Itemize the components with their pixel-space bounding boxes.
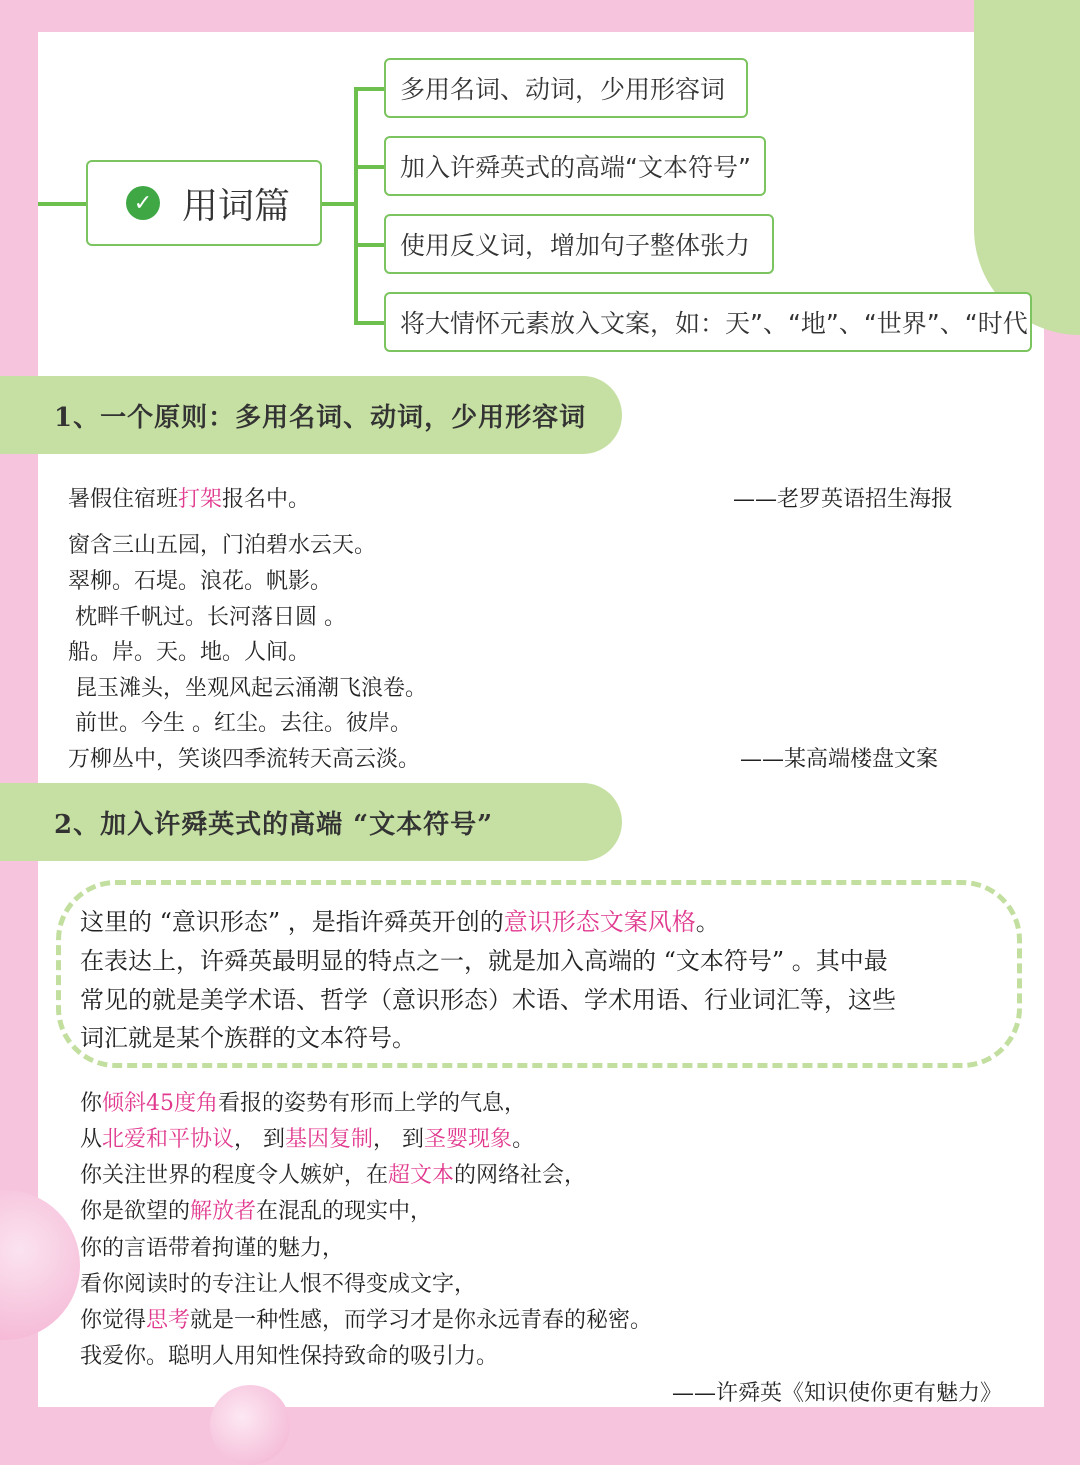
example-line: 翠柳。石堤。浪花。帆影。: [68, 569, 333, 594]
example-line: 枕畔千帆过。长河落日圆 。: [75, 605, 346, 630]
example-line: 暑假住宿班打架报名中。: [68, 487, 311, 512]
mindmap-connector: [354, 321, 384, 325]
mindmap-connector: [354, 87, 358, 325]
poem-line: 看你阅读时的专注让人恨不得变成文字，: [80, 1272, 477, 1297]
mindmap-connector: [354, 165, 384, 169]
poem-line: 你关注世界的程度令人嫉妒，在超文本的网络社会，: [80, 1163, 587, 1188]
poem-line: 你是欲望的解放者在混乱的现实中，: [80, 1199, 433, 1224]
poem-line: 你觉得思考就是一种性感，而学习才是你永远青春的秘密。: [80, 1308, 653, 1333]
explanation-line: 这里的 “意识形态” ，是指许舜英开创的意识形态文案风格。: [80, 908, 720, 936]
explanation-line: 常见的就是美学术语、哲学（意识形态）术语、学术用语、行业词汇等，这些: [80, 986, 896, 1014]
poem-line: 我爱你。聪明人用知性保持致命的吸引力。: [80, 1344, 499, 1369]
example-line: 船。岸。天。地。人间。: [68, 640, 311, 665]
mindmap-connector: [38, 202, 86, 206]
section-title: 2、加入许舜英式的高端 “文本符号”: [0, 783, 622, 861]
mindmap-connector: [354, 87, 384, 91]
example-line: 万柳丛中，笑谈四季流转天高云淡。: [68, 747, 421, 772]
poem-line: 你的言语带着拘谨的魅力，: [80, 1236, 345, 1261]
check-circle-icon: ✓: [126, 186, 160, 220]
mindmap-branch: 加入许舜英式的高端“文本符号”: [384, 136, 766, 196]
poem-line: 从北爱和平协议， 到基因复制， 到圣婴现象。: [80, 1127, 535, 1152]
mindmap-connector: [354, 243, 384, 247]
mindmap-branch: 使用反义词，增加句子整体张力: [384, 214, 774, 274]
poem-source: ——许舜英《知识使你更有魅力》: [672, 1381, 1003, 1406]
mindmap-connector: [322, 202, 356, 206]
explanation-line: 在表达上，许舜英最明显的特点之一，就是加入高端的 “文本符号” 。其中最: [80, 947, 888, 975]
mindmap-branch: 将大情怀元素放入文案，如：天”、“地”、“世界”、“时代: [384, 292, 1032, 352]
example-line: 前世。今生 。红尘。去往。彼岸。: [75, 711, 412, 736]
mindmap-root-label: 用词篇: [182, 185, 291, 227]
decorative-bubble: [210, 1385, 290, 1465]
example-source: ——某高端楼盘文案: [740, 747, 939, 772]
decorative-corner: [974, 0, 1080, 335]
poem-line: 你倾斜45度角看报的姿势有形而上学的气息，: [80, 1091, 527, 1116]
example-source: ——老罗英语招生海报: [733, 487, 954, 512]
section-title: 1、一个原则：多用名词、动词，少用形容词: [0, 376, 622, 454]
example-line: 昆玉滩头，坐观风起云涌潮飞浪卷。: [75, 676, 428, 701]
mindmap-branch: 多用名词、动词，少用形容词: [384, 58, 748, 118]
mindmap-root: [86, 160, 322, 246]
example-line: 窗含三山五园，门泊碧水云天。: [68, 533, 377, 558]
explanation-line: 词汇就是某个族群的文本符号。: [80, 1024, 416, 1052]
